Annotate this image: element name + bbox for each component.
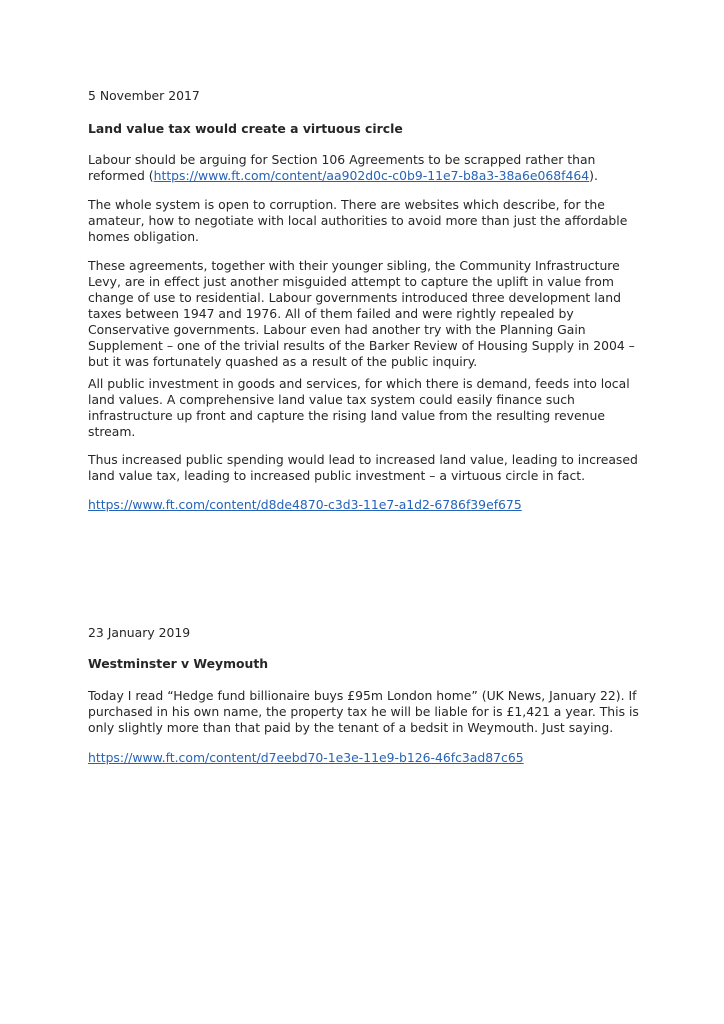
letter-1-paragraph-4: All public investment in goods and services, for which there is demand, feeds into local land values. A comprehensive land value tax system could easily finance such infrastructure up front and capture the rising land value from the resulting revenue stream. [88, 376, 630, 439]
letter-2-source [88, 750, 648, 766]
letter-1-title: Land value tax would create a virtuous circle [88, 121, 403, 136]
letter-2-title: Westminster v Weymouth [88, 656, 269, 671]
letter-1-paragraph-3: These agreements, together with their younger sibling, the Community Infrastructure Levy, are in effect just another misguided attempt to capture the uplift in value from change of use to residential. Labour governments introduced three development land taxes between 1947 and 1976. All of them failed and were rightly repealed by Conservative governments. Labour even had another try with the Planning Gain Supplement – one of the trivial results of the Barker Review of Housing Supply in 2004 – but it was fortunately quashed as a result of the public inquiry. [88, 258, 635, 369]
letter-1-paragraph-5: Thus increased public spending would lead to increased land value, leading to increased land value tax, leading to increased public investment – a virtuous circle in fact. [88, 452, 638, 483]
letter-1-source-link[interactable]: https://www.ft.com/content/d8de4870-c3d3-11e7-a1d2-6786f39ef675 [88, 497, 522, 512]
letter-1-paragraph-1-text-after: ). [589, 168, 598, 183]
letter-1-date: 5 November 2017 [88, 88, 200, 103]
letter-1-inline-link[interactable]: https://www.ft.com/content/aa902d0c-c0b9-11e7-b8a3-38a6e068f464 [153, 168, 590, 183]
letter-2-paragraph-1: Today I read “Hedge fund billionaire buys £95m London home” (UK News, January 22). If purchased in his own name, the property tax he will be liable for is £1,421 a year. This is only slightly more than that paid by the tenant of a bedsit in Weymouth. Just saying. [88, 688, 639, 735]
letter-1-source [88, 497, 648, 513]
letter-1-paragraph-1-text-before: Labour should be arguing for Section 106 Agreements to be scrapped rather than reformed ( [88, 152, 596, 183]
letter-2-source-link[interactable]: https://www.ft.com/content/d7eebd70-1e3e-11e9-b126-46fc3ad87c65 [88, 750, 524, 765]
letter-2-date: 23 January 2019 [88, 625, 191, 640]
letter-1-paragraph-1 [88, 152, 648, 184]
letter-1-paragraph-2: The whole system is open to corruption. There are websites which describe, for the amateur, how to negotiate with local authorities to avoid more than just the affordable homes obligation. [88, 197, 628, 244]
